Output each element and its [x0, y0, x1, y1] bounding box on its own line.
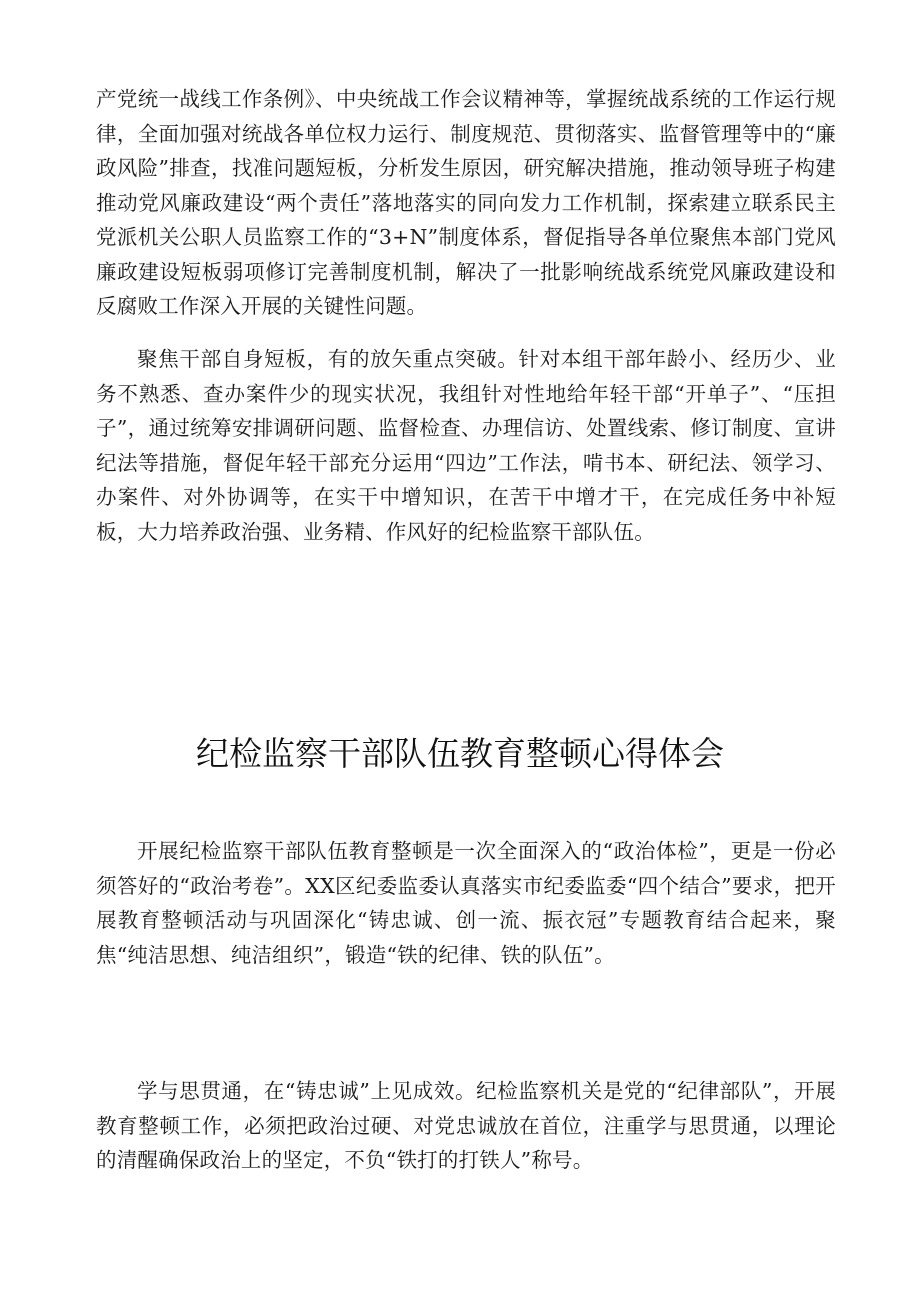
paragraph-education-rectification: 开展纪检监察干部队伍教育整顿是一次全面深入的“政治体检”，更是一份必须答好的“政治考卷”。XX区纪委监委认真落实市纪委监委“四个结合”要求，把开展教育整顿活动与巩固深化“铸忠诚、创一流、振衣冠”专题教育结合起来，聚焦“纯洁思想、纯洁组织”，锻造“铁的纪律、铁的队伍”。 [96, 839, 836, 967]
paragraph-cadre-shortcomings: 聚焦干部自身短板，有的放矢重点突破。针对本组干部年龄小、经历少、业务不熟悉、查办案件少的现实状况，我组针对性地给年轻干部“开单子”、“压担子”，通过统筹安排调研问题、监督检查、办理信访、处置线索、修订制度、宣讲纪法等措施，督促年轻干部充分运用“四边”工作法，啃书本、研纪法、领学习、办案件、对外协调等，在实干中增知识，在苦干中增才干，在完成任务中补短板，大力培养政治强、业务精、作风好的纪检监察干部队伍。 [96, 347, 836, 544]
paragraph-continuation: 产党统一战线工作条例》、中央统战工作会议精神等，掌握统战系统的工作运行规律，全面加强对统战各单位权力运行、制度规范、贯彻落实、监督管理等中的“廉政风险”排查，找准问题短板，分析发生原因，研究解决措施，推动领导班子构建推动党风廉政建设“两个责任”落地落实的同向发力工作机制，探索建立联系民主党派机关公职人员监察工作的“3+N”制度体系，督促指导各单位聚焦本部门党风廉政建设短板弱项修订完善制度机制，解决了一批影响统战系统党风廉政建设和反腐败工作深入开展的关键性问题。 [96, 87, 836, 318]
paragraph-loyalty: 学与思贯通，在“铸忠诚”上见成效。纪检监察机关是党的“纪律部队”，开展教育整顿工作，必须把政治过硬、对党忠诚放在首位，注重学与思贯通，以理论的清醒确保政治上的坚定，不负“铁打的打铁人”称号。 [96, 1079, 836, 1172]
article-title: 纪检监察干部队伍教育整顿心得体会 [196, 734, 724, 773]
